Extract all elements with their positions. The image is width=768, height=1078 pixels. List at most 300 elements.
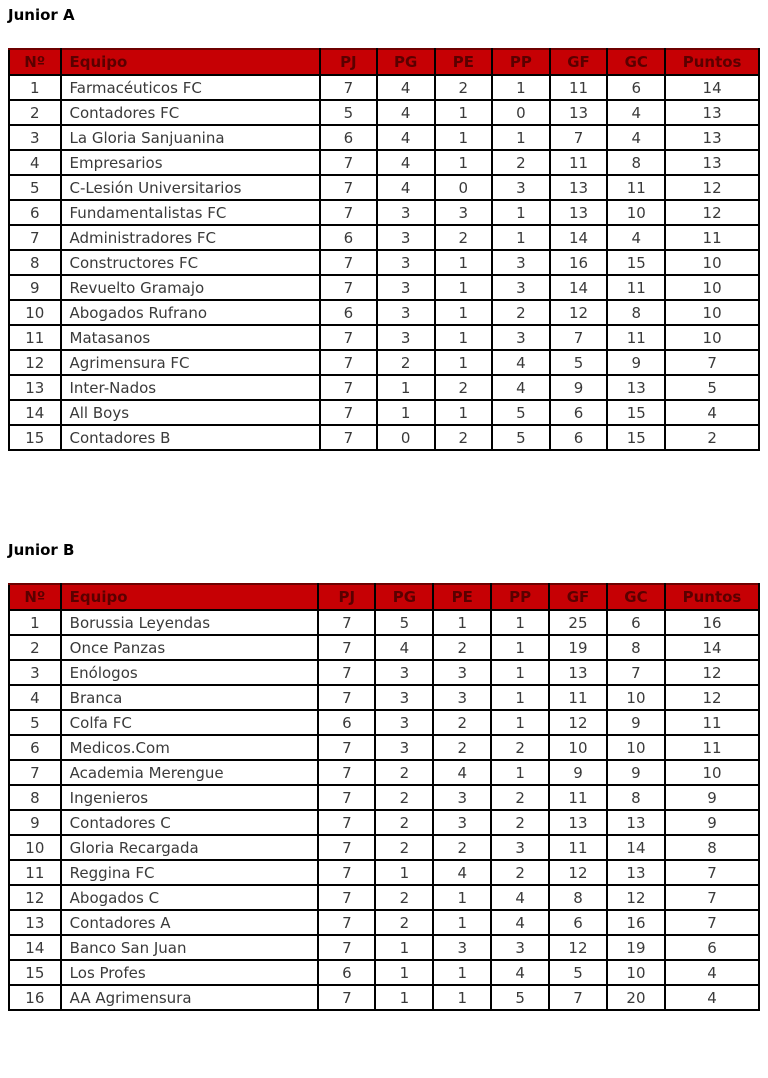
table-row — [9, 250, 759, 275]
cell-gc: 13 — [607, 860, 665, 885]
cell-pp: 5 — [491, 985, 549, 1010]
cell-pj: 7 — [318, 785, 375, 810]
league-section-junior-b — [8, 541, 760, 1011]
cell-puntos: 12 — [665, 685, 759, 710]
cell-equipo: La Gloria Sanjuanina — [61, 125, 320, 150]
cell-gf: 12 — [549, 860, 607, 885]
cell-num: 11 — [9, 860, 61, 885]
cell-puntos: 6 — [665, 935, 759, 960]
cell-pg: 3 — [377, 225, 435, 250]
cell-equipo: Medicos.Com — [61, 735, 319, 760]
cell-pp: 4 — [492, 375, 550, 400]
cell-equipo: Empresarios — [61, 150, 320, 175]
cell-num: 10 — [9, 300, 61, 325]
cell-gc: 7 — [607, 660, 665, 685]
cell-equipo: Enólogos — [61, 660, 319, 685]
cell-pp: 1 — [492, 125, 550, 150]
cell-pe: 2 — [435, 375, 493, 400]
cell-pp: 2 — [492, 300, 550, 325]
cell-puntos: 4 — [665, 400, 759, 425]
cell-gf: 16 — [550, 250, 608, 275]
cell-pj: 7 — [320, 150, 377, 175]
cell-equipo: Once Panzas — [61, 635, 319, 660]
cell-puntos: 9 — [665, 785, 759, 810]
table-row — [9, 685, 759, 710]
table-row — [9, 710, 759, 735]
cell-pp: 4 — [491, 910, 549, 935]
cell-pe: 1 — [435, 400, 493, 425]
table-row — [9, 835, 759, 860]
cell-gf: 13 — [549, 660, 607, 685]
cell-equipo: All Boys — [61, 400, 320, 425]
cell-num: 14 — [9, 935, 61, 960]
table-row — [9, 810, 759, 835]
cell-pg: 1 — [377, 375, 435, 400]
column-header-pe: PE — [433, 584, 491, 610]
table-body — [9, 75, 759, 450]
cell-pj: 7 — [318, 910, 375, 935]
cell-pj: 7 — [320, 75, 377, 100]
table-row — [9, 300, 759, 325]
column-header-puntos: Puntos — [665, 49, 759, 75]
cell-gf: 6 — [550, 425, 608, 450]
cell-pp: 5 — [492, 425, 550, 450]
cell-gc: 19 — [607, 935, 665, 960]
cell-pj: 7 — [320, 425, 377, 450]
cell-pp: 1 — [492, 75, 550, 100]
table-row — [9, 885, 759, 910]
cell-gc: 10 — [607, 735, 665, 760]
cell-puntos: 11 — [665, 735, 759, 760]
cell-gf: 7 — [550, 125, 608, 150]
cell-puntos: 10 — [665, 300, 759, 325]
cell-equipo: Academia Merengue — [61, 760, 319, 785]
table-row — [9, 175, 759, 200]
cell-num: 3 — [9, 125, 61, 150]
cell-gf: 13 — [549, 810, 607, 835]
cell-pj: 6 — [320, 300, 377, 325]
cell-gc: 9 — [607, 710, 665, 735]
cell-gc: 4 — [607, 225, 665, 250]
cell-pp: 3 — [492, 175, 550, 200]
table-row — [9, 425, 759, 450]
cell-pj: 7 — [320, 375, 377, 400]
cell-pg: 2 — [375, 885, 433, 910]
cell-pg: 3 — [377, 250, 435, 275]
cell-pg: 5 — [375, 610, 433, 635]
cell-num: 15 — [9, 425, 61, 450]
cell-pe: 2 — [435, 75, 493, 100]
column-header-pj: PJ — [318, 584, 375, 610]
cell-num: 14 — [9, 400, 61, 425]
column-header-gf: GF — [549, 584, 607, 610]
cell-puntos: 14 — [665, 635, 759, 660]
column-header-puntos: Puntos — [665, 584, 759, 610]
cell-pg: 2 — [377, 350, 435, 375]
cell-gf: 11 — [549, 785, 607, 810]
cell-pg: 1 — [377, 400, 435, 425]
cell-pp: 2 — [491, 785, 549, 810]
cell-pg: 4 — [377, 75, 435, 100]
cell-gc: 8 — [607, 785, 665, 810]
cell-num: 1 — [9, 75, 61, 100]
cell-pp: 3 — [492, 275, 550, 300]
cell-pe: 1 — [433, 885, 491, 910]
cell-pp: 0 — [492, 100, 550, 125]
cell-pj: 7 — [320, 200, 377, 225]
table-header — [9, 584, 759, 610]
cell-num: 15 — [9, 960, 61, 985]
cell-puntos: 8 — [665, 835, 759, 860]
cell-gf: 8 — [549, 885, 607, 910]
cell-pj: 7 — [320, 350, 377, 375]
table-row — [9, 635, 759, 660]
cell-pg: 4 — [375, 635, 433, 660]
cell-num: 9 — [9, 810, 61, 835]
table-row — [9, 375, 759, 400]
cell-pp: 1 — [491, 635, 549, 660]
cell-num: 13 — [9, 910, 61, 935]
cell-pj: 7 — [318, 860, 375, 885]
cell-pe: 3 — [433, 935, 491, 960]
cell-puntos: 13 — [665, 125, 759, 150]
cell-gc: 13 — [607, 375, 665, 400]
cell-pg: 4 — [377, 175, 435, 200]
table-header — [9, 49, 759, 75]
cell-gc: 15 — [607, 425, 665, 450]
cell-equipo: Branca — [61, 685, 319, 710]
table-row — [9, 735, 759, 760]
cell-gf: 13 — [550, 100, 608, 125]
column-header-gc: GC — [607, 49, 665, 75]
table-row — [9, 150, 759, 175]
cell-puntos: 9 — [665, 810, 759, 835]
cell-pj: 7 — [318, 760, 375, 785]
cell-gc: 14 — [607, 835, 665, 860]
cell-pe: 3 — [435, 200, 493, 225]
cell-pg: 1 — [375, 860, 433, 885]
cell-pj: 7 — [320, 275, 377, 300]
cell-pj: 7 — [318, 735, 375, 760]
cell-gf: 19 — [549, 635, 607, 660]
cell-num: 12 — [9, 885, 61, 910]
column-header-gc: GC — [607, 584, 665, 610]
cell-pj: 7 — [318, 935, 375, 960]
cell-gc: 6 — [607, 610, 665, 635]
cell-puntos: 10 — [665, 325, 759, 350]
table-row — [9, 125, 759, 150]
cell-puntos: 16 — [665, 610, 759, 635]
table-row — [9, 960, 759, 985]
column-header-pj: PJ — [320, 49, 377, 75]
cell-pe: 3 — [433, 660, 491, 685]
cell-num: 13 — [9, 375, 61, 400]
cell-pg: 2 — [375, 835, 433, 860]
cell-gc: 12 — [607, 885, 665, 910]
cell-pe: 1 — [433, 960, 491, 985]
cell-pe: 2 — [435, 225, 493, 250]
cell-gf: 6 — [550, 400, 608, 425]
cell-gf: 14 — [550, 275, 608, 300]
cell-pp: 3 — [491, 935, 549, 960]
cell-pp: 3 — [492, 250, 550, 275]
standings-page — [8, 6, 760, 1011]
cell-gc: 15 — [607, 250, 665, 275]
cell-gc: 13 — [607, 810, 665, 835]
cell-num: 2 — [9, 100, 61, 125]
cell-pj: 7 — [318, 635, 375, 660]
cell-num: 4 — [9, 685, 61, 710]
cell-pp: 3 — [491, 835, 549, 860]
cell-pp: 1 — [491, 660, 549, 685]
cell-gc: 10 — [607, 685, 665, 710]
cell-pg: 3 — [377, 200, 435, 225]
cell-pj: 5 — [320, 100, 377, 125]
cell-equipo: Colfa FC — [61, 710, 319, 735]
cell-pj: 7 — [320, 250, 377, 275]
cell-pj: 7 — [318, 810, 375, 835]
column-header-num: Nº — [9, 584, 61, 610]
cell-equipo: Borussia Leyendas — [61, 610, 319, 635]
table-row — [9, 225, 759, 250]
cell-gc: 10 — [607, 960, 665, 985]
cell-pg: 0 — [377, 425, 435, 450]
column-header-num: Nº — [9, 49, 61, 75]
cell-gc: 6 — [607, 75, 665, 100]
cell-gf: 5 — [550, 350, 608, 375]
cell-pe: 2 — [433, 635, 491, 660]
cell-gc: 8 — [607, 635, 665, 660]
cell-num: 1 — [9, 610, 61, 635]
cell-pp: 3 — [492, 325, 550, 350]
standings-table-junior-b — [8, 583, 760, 1011]
cell-gc: 4 — [607, 100, 665, 125]
cell-gf: 12 — [549, 935, 607, 960]
cell-pe: 1 — [435, 300, 493, 325]
cell-puntos: 7 — [665, 910, 759, 935]
cell-equipo: Fundamentalistas FC — [61, 200, 320, 225]
cell-pp: 1 — [491, 710, 549, 735]
cell-puntos: 13 — [665, 150, 759, 175]
cell-gf: 11 — [549, 685, 607, 710]
cell-pj: 7 — [320, 175, 377, 200]
cell-gc: 8 — [607, 150, 665, 175]
cell-gc: 11 — [607, 325, 665, 350]
cell-pj: 7 — [320, 400, 377, 425]
column-header-pp: PP — [491, 584, 549, 610]
cell-pp: 2 — [491, 735, 549, 760]
cell-num: 4 — [9, 150, 61, 175]
cell-gf: 25 — [549, 610, 607, 635]
cell-gf: 14 — [550, 225, 608, 250]
cell-gf: 11 — [550, 150, 608, 175]
table-row — [9, 200, 759, 225]
cell-puntos: 7 — [665, 350, 759, 375]
cell-puntos: 11 — [665, 710, 759, 735]
cell-gc: 9 — [607, 760, 665, 785]
cell-pp: 2 — [491, 860, 549, 885]
cell-pe: 3 — [433, 685, 491, 710]
cell-gf: 9 — [549, 760, 607, 785]
cell-pg: 1 — [375, 985, 433, 1010]
cell-gf: 7 — [550, 325, 608, 350]
cell-pe: 0 — [435, 175, 493, 200]
cell-puntos: 10 — [665, 760, 759, 785]
cell-pe: 2 — [433, 710, 491, 735]
cell-gf: 12 — [550, 300, 608, 325]
cell-puntos: 13 — [665, 100, 759, 125]
cell-pg: 4 — [377, 125, 435, 150]
cell-gc: 8 — [607, 300, 665, 325]
cell-pg: 2 — [375, 785, 433, 810]
cell-num: 2 — [9, 635, 61, 660]
cell-pe: 3 — [433, 810, 491, 835]
cell-pg: 3 — [375, 735, 433, 760]
cell-num: 5 — [9, 710, 61, 735]
cell-gc: 11 — [607, 275, 665, 300]
cell-num: 9 — [9, 275, 61, 300]
cell-gf: 7 — [549, 985, 607, 1010]
cell-pe: 1 — [435, 125, 493, 150]
cell-gf: 11 — [549, 835, 607, 860]
cell-equipo: Reggina FC — [61, 860, 319, 885]
column-header-pg: PG — [377, 49, 435, 75]
cell-pg: 1 — [375, 960, 433, 985]
cell-pe: 1 — [435, 325, 493, 350]
cell-pg: 2 — [375, 810, 433, 835]
cell-equipo: Abogados Rufrano — [61, 300, 320, 325]
cell-gc: 16 — [607, 910, 665, 935]
table-row — [9, 760, 759, 785]
cell-num: 6 — [9, 200, 61, 225]
cell-gc: 9 — [607, 350, 665, 375]
cell-equipo: Contadores C — [61, 810, 319, 835]
cell-puntos: 5 — [665, 375, 759, 400]
cell-gc: 4 — [607, 125, 665, 150]
table-row — [9, 75, 759, 100]
cell-pp: 5 — [492, 400, 550, 425]
cell-gf: 5 — [549, 960, 607, 985]
cell-gf: 10 — [549, 735, 607, 760]
cell-pp: 1 — [492, 225, 550, 250]
cell-equipo: Ingenieros — [61, 785, 319, 810]
cell-puntos: 7 — [665, 860, 759, 885]
cell-num: 7 — [9, 760, 61, 785]
cell-pg: 1 — [375, 935, 433, 960]
cell-puntos: 12 — [665, 660, 759, 685]
cell-gf: 9 — [550, 375, 608, 400]
cell-gf: 13 — [550, 200, 608, 225]
cell-equipo: C-Lesión Universitarios — [61, 175, 320, 200]
cell-pp: 4 — [492, 350, 550, 375]
table-row — [9, 660, 759, 685]
cell-pe: 1 — [435, 250, 493, 275]
column-header-pe: PE — [435, 49, 493, 75]
cell-pe: 2 — [435, 425, 493, 450]
cell-pg: 4 — [377, 100, 435, 125]
table-body — [9, 610, 759, 1010]
table-row — [9, 350, 759, 375]
cell-pg: 3 — [377, 300, 435, 325]
cell-pe: 3 — [433, 785, 491, 810]
table-row — [9, 785, 759, 810]
cell-pj: 7 — [318, 660, 375, 685]
cell-pe: 1 — [433, 610, 491, 635]
column-header-equipo: Equipo — [61, 49, 320, 75]
cell-pg: 3 — [377, 325, 435, 350]
cell-gf: 13 — [550, 175, 608, 200]
table-row — [9, 610, 759, 635]
cell-equipo: Abogados C — [61, 885, 319, 910]
cell-gf: 12 — [549, 710, 607, 735]
cell-gf: 6 — [549, 910, 607, 935]
cell-pp: 1 — [491, 610, 549, 635]
cell-gf: 11 — [550, 75, 608, 100]
cell-equipo: Revuelto Gramajo — [61, 275, 320, 300]
cell-pe: 4 — [433, 860, 491, 885]
cell-pp: 4 — [491, 885, 549, 910]
cell-puntos: 7 — [665, 885, 759, 910]
cell-num: 8 — [9, 785, 61, 810]
cell-equipo: Gloria Recargada — [61, 835, 319, 860]
cell-equipo: Matasanos — [61, 325, 320, 350]
cell-pp: 2 — [492, 150, 550, 175]
cell-gc: 10 — [607, 200, 665, 225]
cell-pe: 1 — [433, 910, 491, 935]
section-title-junior-b: Junior B — [8, 541, 75, 559]
cell-gc: 20 — [607, 985, 665, 1010]
cell-pj: 6 — [320, 225, 377, 250]
cell-num: 3 — [9, 660, 61, 685]
league-section-junior-a — [8, 6, 760, 451]
cell-pg: 2 — [375, 910, 433, 935]
table-row — [9, 860, 759, 885]
cell-pj: 7 — [318, 685, 375, 710]
cell-pg: 3 — [375, 660, 433, 685]
cell-equipo: Los Profes — [61, 960, 319, 985]
cell-puntos: 4 — [665, 960, 759, 985]
cell-pe: 2 — [433, 835, 491, 860]
cell-pg: 3 — [377, 275, 435, 300]
column-header-pg: PG — [375, 584, 433, 610]
cell-puntos: 10 — [665, 250, 759, 275]
cell-pg: 2 — [375, 760, 433, 785]
cell-num: 11 — [9, 325, 61, 350]
cell-pe: 1 — [435, 350, 493, 375]
cell-gc: 11 — [607, 175, 665, 200]
cell-gc: 15 — [607, 400, 665, 425]
column-header-gf: GF — [550, 49, 608, 75]
table-row — [9, 400, 759, 425]
cell-pe: 1 — [435, 150, 493, 175]
cell-num: 16 — [9, 985, 61, 1010]
section-title-junior-a: Junior A — [8, 6, 75, 24]
standings-table-junior-a — [8, 48, 760, 451]
cell-pj: 7 — [318, 610, 375, 635]
cell-puntos: 12 — [665, 175, 759, 200]
cell-num: 8 — [9, 250, 61, 275]
cell-pg: 4 — [377, 150, 435, 175]
cell-equipo: Contadores FC — [61, 100, 320, 125]
cell-num: 10 — [9, 835, 61, 860]
cell-pe: 4 — [433, 760, 491, 785]
cell-pp: 4 — [491, 960, 549, 985]
table-row — [9, 100, 759, 125]
cell-equipo: Contadores B — [61, 425, 320, 450]
cell-pj: 6 — [320, 125, 377, 150]
cell-pg: 3 — [375, 685, 433, 710]
cell-puntos: 4 — [665, 985, 759, 1010]
